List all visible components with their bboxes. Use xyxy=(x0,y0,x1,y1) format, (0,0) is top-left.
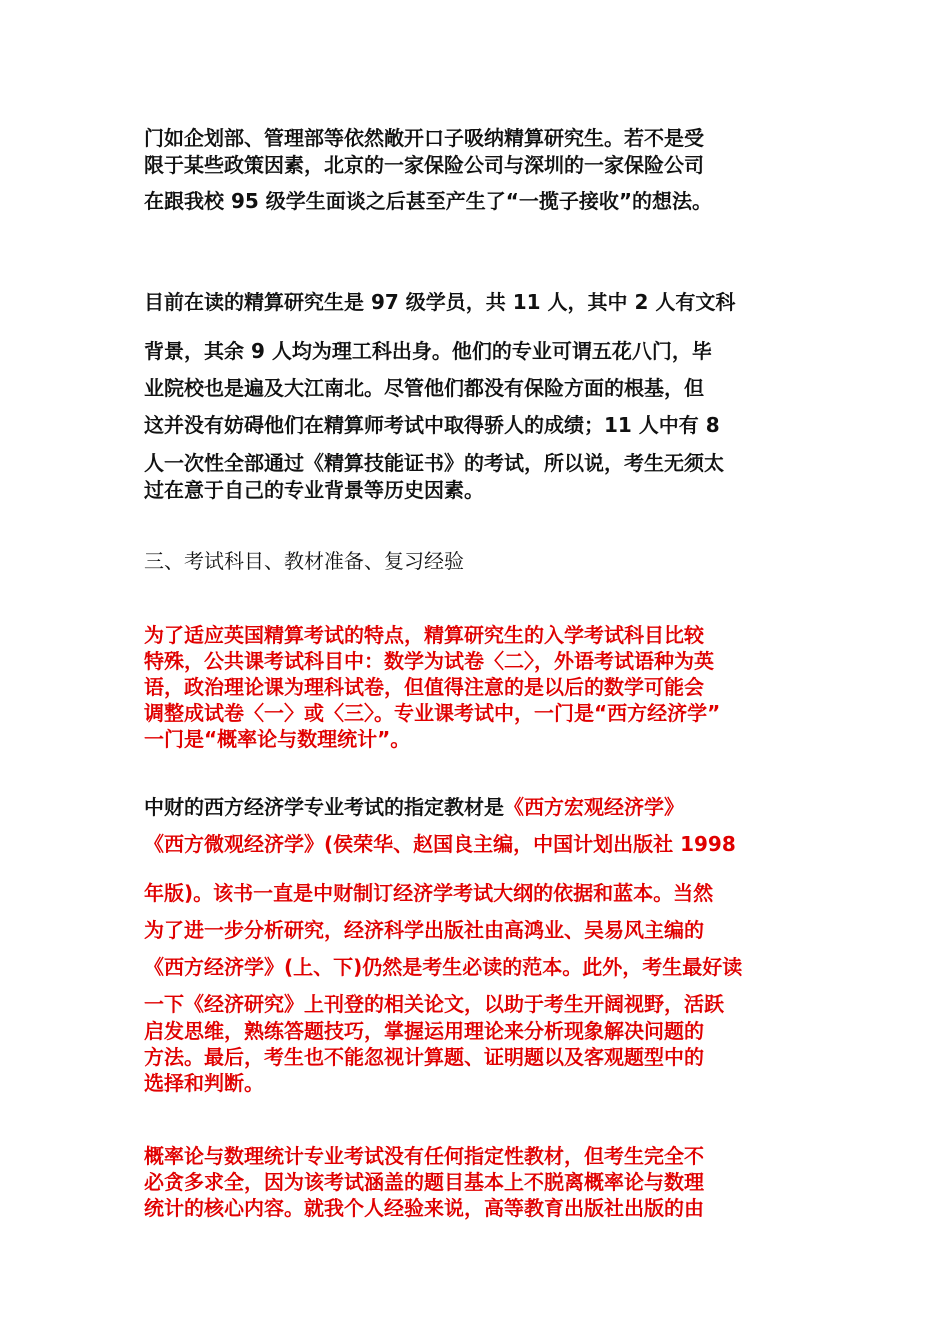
paragraph-4-line-1-red: 《西方宏观经济学》 xyxy=(504,795,684,819)
paragraph-3-line-2: 特殊，公共课考试科目中：数学为试卷〈二〉，外语考试语种为英 xyxy=(144,649,714,673)
paragraph-4-line-1-black: 中财的西方经济学专业考试的指定教材是 xyxy=(144,795,504,819)
paragraph-2-line-6: 过在意于自己的专业背景等历史因素。 xyxy=(144,478,484,502)
paragraph-1-line-1: 门如企划部、管理部等依然敞开口子吸纳精算研究生。若不是受 xyxy=(144,126,704,150)
paragraph-2-line-5: 人一次性全部通过《精算技能证书》的考试，所以说，考生无须太 xyxy=(144,451,724,475)
paragraph-4-line-5: 《西方经济学》(上、下)仍然是考生必读的范本。此外，考生最好读 xyxy=(144,955,743,979)
paragraph-1-line-2: 限于某些政策因素，北京的一家保险公司与深圳的一家保险公司 xyxy=(144,153,704,177)
paragraph-2-line-1: 目前在读的精算研究生是 97 级学员，共 11 人，其中 2 人有文科 xyxy=(144,290,736,314)
paragraph-4-line-4: 为了进一步分析研究，经济科学出版社由高鸿业、吴易风主编的 xyxy=(144,918,704,942)
paragraph-3-line-4: 调整成试卷〈一〉或〈三〉。专业课考试中，一门是“西方经济学” xyxy=(144,701,721,725)
paragraph-4-line-9: 选择和判断。 xyxy=(144,1071,264,1095)
paragraph-5-line-1: 概率论与数理统计专业考试没有任何指定性教材，但考生完全不 xyxy=(144,1144,704,1168)
paragraph-2-line-3: 业院校也是遍及大江南北。尽管他们都没有保险方面的根基，但 xyxy=(144,376,704,400)
section-heading: 三、考试科目、教材准备、复习经验 xyxy=(144,549,464,573)
paragraph-4-line-8: 方法。最后，考生也不能忽视计算题、证明题以及客观题型中的 xyxy=(144,1045,704,1069)
paragraph-4-line-2: 《西方微观经济学》(侯荣华、赵国良主编，中国计划出版社 1998 xyxy=(144,832,736,856)
paragraph-4-line-3: 年版)。该书一直是中财制订经济学考试大纲的依据和蓝本。当然 xyxy=(144,881,714,905)
paragraph-4-line-6: 一下《经济研究》上刊登的相关论文，以助于考生开阔视野，活跃 xyxy=(144,992,724,1016)
paragraph-5-line-3: 统计的核心内容。就我个人经验来说，高等教育出版社出版的由 xyxy=(144,1196,704,1220)
paragraph-1-line-3: 在跟我校 95 级学生面谈之后甚至产生了“一揽子接收”的想法。 xyxy=(144,189,713,213)
paragraph-5-line-2: 必贪多求全，因为该考试涵盖的题目基本上不脱离概率论与数理 xyxy=(144,1170,704,1194)
paragraph-4-line-7: 启发思维，熟练答题技巧，掌握运用理论来分析现象解决问题的 xyxy=(144,1019,704,1043)
paragraph-2-line-2: 背景，其余 9 人均为理工科出身。他们的专业可谓五花八门，毕 xyxy=(144,339,712,363)
paragraph-3-line-3: 语，政治理论课为理科试卷，但值得注意的是以后的数学可能会 xyxy=(144,675,704,699)
paragraph-3-line-5: 一门是“概率论与数理统计”。 xyxy=(144,727,411,751)
paragraph-3-line-1: 为了适应英国精算考试的特点，精算研究生的入学考试科目比较 xyxy=(144,623,704,647)
paragraph-4-line-1 xyxy=(144,794,824,820)
paragraph-2-line-4: 这并没有妨碍他们在精算师考试中取得骄人的成绩；11 人中有 8 xyxy=(144,413,720,437)
